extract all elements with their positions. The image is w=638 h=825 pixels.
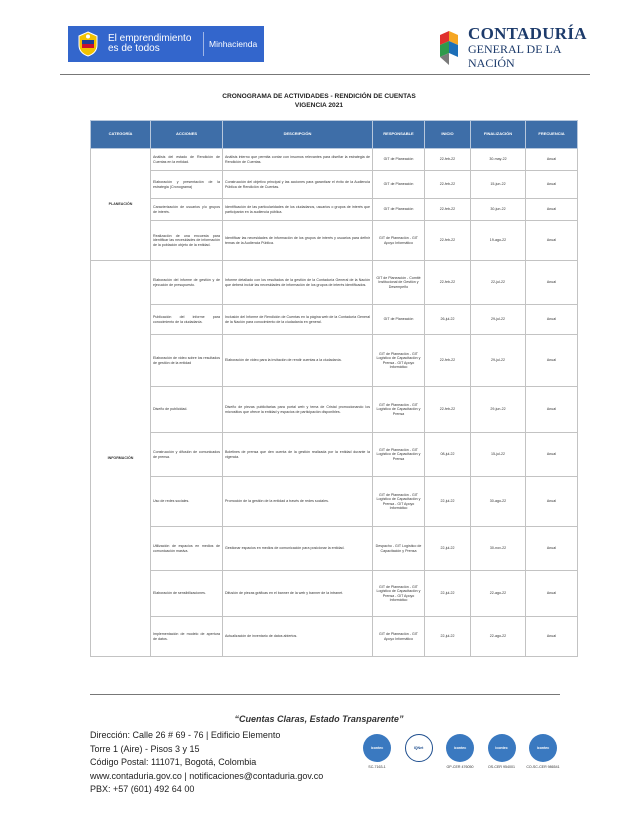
action-cell: Elaboración de sensibilizaciones. bbox=[151, 571, 223, 617]
description-cell: Informe detallado con los resultados de la gestión de la Contaduría General de la Nación que deberá incluir las necesidades de información de los grupos de interés identificados. bbox=[223, 261, 373, 305]
description-cell: Actualización de inventario de datos abiertos. bbox=[223, 617, 373, 657]
certification-code: SC-7163-1 bbox=[368, 765, 386, 769]
certification-code: CO-SC-CER 986541 bbox=[526, 765, 560, 769]
gov-banner bbox=[68, 26, 264, 62]
address-line: www.contaduria.gov.co | notificaciones@contaduria.gov.co bbox=[90, 770, 324, 781]
end-date-cell: 30-nov-22 bbox=[471, 527, 526, 571]
start-date-cell: 22-feb-22 bbox=[425, 261, 471, 305]
action-cell: Realización de una encuesta para identificar las necesidades de información de la población objeto de la entidad. bbox=[151, 221, 223, 261]
end-date-cell: 22-ago-22 bbox=[471, 617, 526, 657]
certification-badge bbox=[526, 734, 560, 794]
frequency-cell: Anual bbox=[526, 617, 578, 657]
start-date-cell: 22-jul-22 bbox=[425, 617, 471, 657]
responsible-cell: GIT de Planeación - GIT Logístico de Capacitación y Prensa - GIT Apoyo Informático bbox=[373, 335, 425, 387]
ministry-name: Minhacienda bbox=[209, 39, 258, 49]
start-date-cell: 22-jul-22 bbox=[425, 527, 471, 571]
col-header-end: FINALIZACIÓN bbox=[471, 121, 526, 149]
start-date-cell: 22-feb-22 bbox=[425, 199, 471, 221]
table-row bbox=[91, 527, 578, 571]
address-line: Dirección: Calle 26 # 69 - 76 | Edificio Elemento bbox=[90, 730, 281, 740]
description-cell: Identificar las necesidades de información de los grupos de interés y usuarios para definir temas de la Audiencia Pública. bbox=[223, 221, 373, 261]
table-row bbox=[91, 199, 578, 221]
iqnet-logo-icon: IQNet bbox=[405, 734, 433, 762]
header-divider bbox=[60, 74, 590, 75]
table-row bbox=[91, 221, 578, 261]
start-date-cell: 22-feb-22 bbox=[425, 335, 471, 387]
end-date-cell: 29-jul-22 bbox=[471, 305, 526, 335]
icontec-logo-icon: icontec bbox=[363, 734, 391, 762]
responsible-cell: GIT de Planeación bbox=[373, 149, 425, 171]
frequency-cell: Anual bbox=[526, 387, 578, 433]
table-row bbox=[91, 149, 578, 171]
action-cell: Elaboración de video sobre los resultados de gestión de la entidad bbox=[151, 335, 223, 387]
col-header-actions: ACCIONES bbox=[151, 121, 223, 149]
title-line-2: VIGENCIA 2021 bbox=[294, 102, 344, 109]
start-date-cell: 22-feb-22 bbox=[425, 221, 471, 261]
col-header-frequency: FRECUENCIA bbox=[526, 121, 578, 149]
start-date-cell: 22-feb-22 bbox=[425, 171, 471, 199]
colombia-emblem-icon bbox=[74, 30, 102, 58]
description-cell: Identificación de las particularidades de los ciudadanos, usuarios o grupos de interés que participarán en la audiencia pública. bbox=[223, 199, 373, 221]
end-date-cell: 15-jun-22 bbox=[471, 171, 526, 199]
table-row bbox=[91, 387, 578, 433]
action-cell: Uso de redes sociales. bbox=[151, 477, 223, 527]
description-cell: Inclusión del Informe de Rendición de Cuentas en la página web de la Contaduría General de la Nación para conocimiento de la ciudadanía en general. bbox=[223, 305, 373, 335]
frequency-cell: Anual bbox=[526, 527, 578, 571]
start-date-cell: 22-feb-22 bbox=[425, 149, 471, 171]
col-header-start: INICIO bbox=[425, 121, 471, 149]
frequency-cell: Anual bbox=[526, 261, 578, 305]
certification-logos bbox=[360, 734, 560, 794]
start-date-cell: 26-jul-22 bbox=[425, 305, 471, 335]
table-body bbox=[91, 149, 578, 657]
table-header-row bbox=[91, 121, 578, 149]
end-date-cell: 19-ago-22 bbox=[471, 221, 526, 261]
certification-code: OS-CER 954001 bbox=[488, 765, 515, 769]
address-line: Torre 1 (Aire) - Pisos 3 y 15 bbox=[90, 743, 200, 754]
responsible-cell: GIT de Planeación bbox=[373, 199, 425, 221]
category-cell: INFORMACIÓN bbox=[91, 261, 151, 657]
address-line: PBX: +57 (601) 492 64 00 bbox=[90, 784, 195, 794]
start-date-cell: 08-jul-22 bbox=[425, 433, 471, 477]
cgn-mark-icon bbox=[436, 31, 462, 65]
action-cell: Elaboración del informe de gestión y de ejecución de presupuesto. bbox=[151, 261, 223, 305]
action-cell: Análisis del estado de Rendición de Cuentas en la entidad. bbox=[151, 149, 223, 171]
org-name: CONTADURÍA bbox=[468, 24, 587, 43]
description-cell: Promoción de la gestión de la entidad a través de redes sociales. bbox=[223, 477, 373, 527]
title-line-1: CRONOGRAMA DE ACTIVIDADES - RENDICIÓN DE CUENTAS bbox=[222, 93, 416, 100]
col-header-category: CATEGORÍA bbox=[91, 121, 151, 149]
table-row bbox=[91, 261, 578, 305]
responsible-cell: GIT de Planeación - Comité Institucional de Gestión y Desempeño bbox=[373, 261, 425, 305]
responsible-cell: GIT de Planeación - GIT Logístico de Capacitación y Prensa bbox=[373, 387, 425, 433]
end-date-cell: 30-may-22 bbox=[471, 149, 526, 171]
table-row bbox=[91, 433, 578, 477]
description-cell: Boletines de prensa que den cuenta de la gestión realizada por la entidad durante la vigencia. bbox=[223, 433, 373, 477]
frequency-cell: Anual bbox=[526, 199, 578, 221]
certification-badge bbox=[443, 734, 477, 794]
description-cell: Difusión de piezas gráficas en el banner de la web y banner de la intranet. bbox=[223, 571, 373, 617]
certification-badge bbox=[402, 734, 436, 794]
end-date-cell: 29-jul-22 bbox=[471, 335, 526, 387]
frequency-cell: Anual bbox=[526, 149, 578, 171]
start-date-cell: 22-jul-22 bbox=[425, 477, 471, 527]
certification-badge bbox=[485, 734, 519, 794]
end-date-cell: 15-jul-22 bbox=[471, 433, 526, 477]
frequency-cell: Anual bbox=[526, 305, 578, 335]
gov-slogan: El emprendimiento es de todos bbox=[108, 33, 192, 54]
col-header-responsible: RESPONSABLE bbox=[373, 121, 425, 149]
frequency-cell: Anual bbox=[526, 433, 578, 477]
gov-divider bbox=[203, 32, 204, 56]
description-cell: Diseño de piezas publicitarias para portal web y tema de Cristal promocionando los micrositios que ofrece la entidad y espacios de participación disponibles. bbox=[223, 387, 373, 433]
document-title bbox=[0, 92, 638, 110]
frequency-cell: Anual bbox=[526, 477, 578, 527]
col-header-description: DESCRIPCIÓN bbox=[223, 121, 373, 149]
certification-badge bbox=[360, 734, 394, 794]
cgn-logo bbox=[436, 24, 606, 70]
start-date-cell: 22-jul-22 bbox=[425, 571, 471, 617]
footer-divider bbox=[90, 694, 560, 695]
responsible-cell: GIT de Planeación bbox=[373, 305, 425, 335]
end-date-cell: 29-jun-22 bbox=[471, 387, 526, 433]
responsible-cell: GIT de Planeación bbox=[373, 171, 425, 199]
certification-code: GP-CER 476050 bbox=[446, 765, 474, 769]
frequency-cell: Anual bbox=[526, 171, 578, 199]
table-row bbox=[91, 617, 578, 657]
responsible-cell: GIT de Planeación - GIT Logístico de Capacitación y Prensa - GIT Apoyo Informático bbox=[373, 571, 425, 617]
responsible-cell: GIT de Planeación - GIT Logístico de Capacitación y Prensa bbox=[373, 433, 425, 477]
end-date-cell: 22-ago-22 bbox=[471, 571, 526, 617]
description-cell: Gestionar espacios en medios de comunicación para posicionar la entidad. bbox=[223, 527, 373, 571]
responsible-cell: GIT de Planeación - GIT Logístico de Capacitación y Prensa - GIT Apoyo Informático bbox=[373, 477, 425, 527]
icontec-logo-icon: icontec bbox=[446, 734, 474, 762]
category-cell: PLANEACIÓN bbox=[91, 149, 151, 261]
table-row bbox=[91, 305, 578, 335]
action-cell: Implementación de modelo de apertura de datos. bbox=[151, 617, 223, 657]
end-date-cell: 30-ago-22 bbox=[471, 477, 526, 527]
responsible-cell: Despacho - GIT Logístico de Capacitación y Prensa bbox=[373, 527, 425, 571]
action-cell: Utilización de espacios en medios de comunicación masiva. bbox=[151, 527, 223, 571]
end-date-cell: 22-jul-22 bbox=[471, 261, 526, 305]
action-cell: Construcción y difusión de comunicados de prensa. bbox=[151, 433, 223, 477]
footer-slogan: “Cuentas Claras, Estado Transparente” bbox=[234, 714, 404, 724]
description-cell: Construcción del objetivo principal y las acciones para garantizar el éxito de la Audiencia Pública de Rendición de Cuentas. bbox=[223, 171, 373, 199]
start-date-cell: 22-feb-22 bbox=[425, 387, 471, 433]
action-cell: Caracterización de usuarios y/o grupos de interés. bbox=[151, 199, 223, 221]
description-cell: Análisis interno que permita contar con insumos relevantes para diseñar la estrategia de Rendición de Cuentas. bbox=[223, 149, 373, 171]
action-cell: Publicación del informe para conocimiento de la ciudadanía. bbox=[151, 305, 223, 335]
activity-schedule-table bbox=[90, 120, 578, 657]
action-cell: Diseño de publicidad. bbox=[151, 387, 223, 433]
table-row bbox=[91, 477, 578, 527]
contact-address bbox=[90, 729, 323, 797]
table-row bbox=[91, 571, 578, 617]
address-line: Código Postal: 111071, Bogotá, Colombia bbox=[90, 757, 257, 767]
action-cell: Elaboración y presentación de la estrategia (Cronograma) bbox=[151, 171, 223, 199]
table-row bbox=[91, 171, 578, 199]
responsible-cell: GIT de Planeación - GIT Apoyo Informático bbox=[373, 617, 425, 657]
frequency-cell: Anual bbox=[526, 571, 578, 617]
frequency-cell: Anual bbox=[526, 335, 578, 387]
icontec-logo-icon: icontec bbox=[488, 734, 516, 762]
end-date-cell: 30-jun-22 bbox=[471, 199, 526, 221]
frequency-cell: Anual bbox=[526, 221, 578, 261]
responsible-cell: GIT de Planeación - GIT Apoyo Informático bbox=[373, 221, 425, 261]
org-subtitle: GENERAL DE LA NACIÓN bbox=[468, 42, 561, 70]
icontec-logo-icon: icontec bbox=[529, 734, 557, 762]
description-cell: Elaboración de video para la invitación de rendir cuentas a la ciudadanía. bbox=[223, 335, 373, 387]
table-row bbox=[91, 335, 578, 387]
